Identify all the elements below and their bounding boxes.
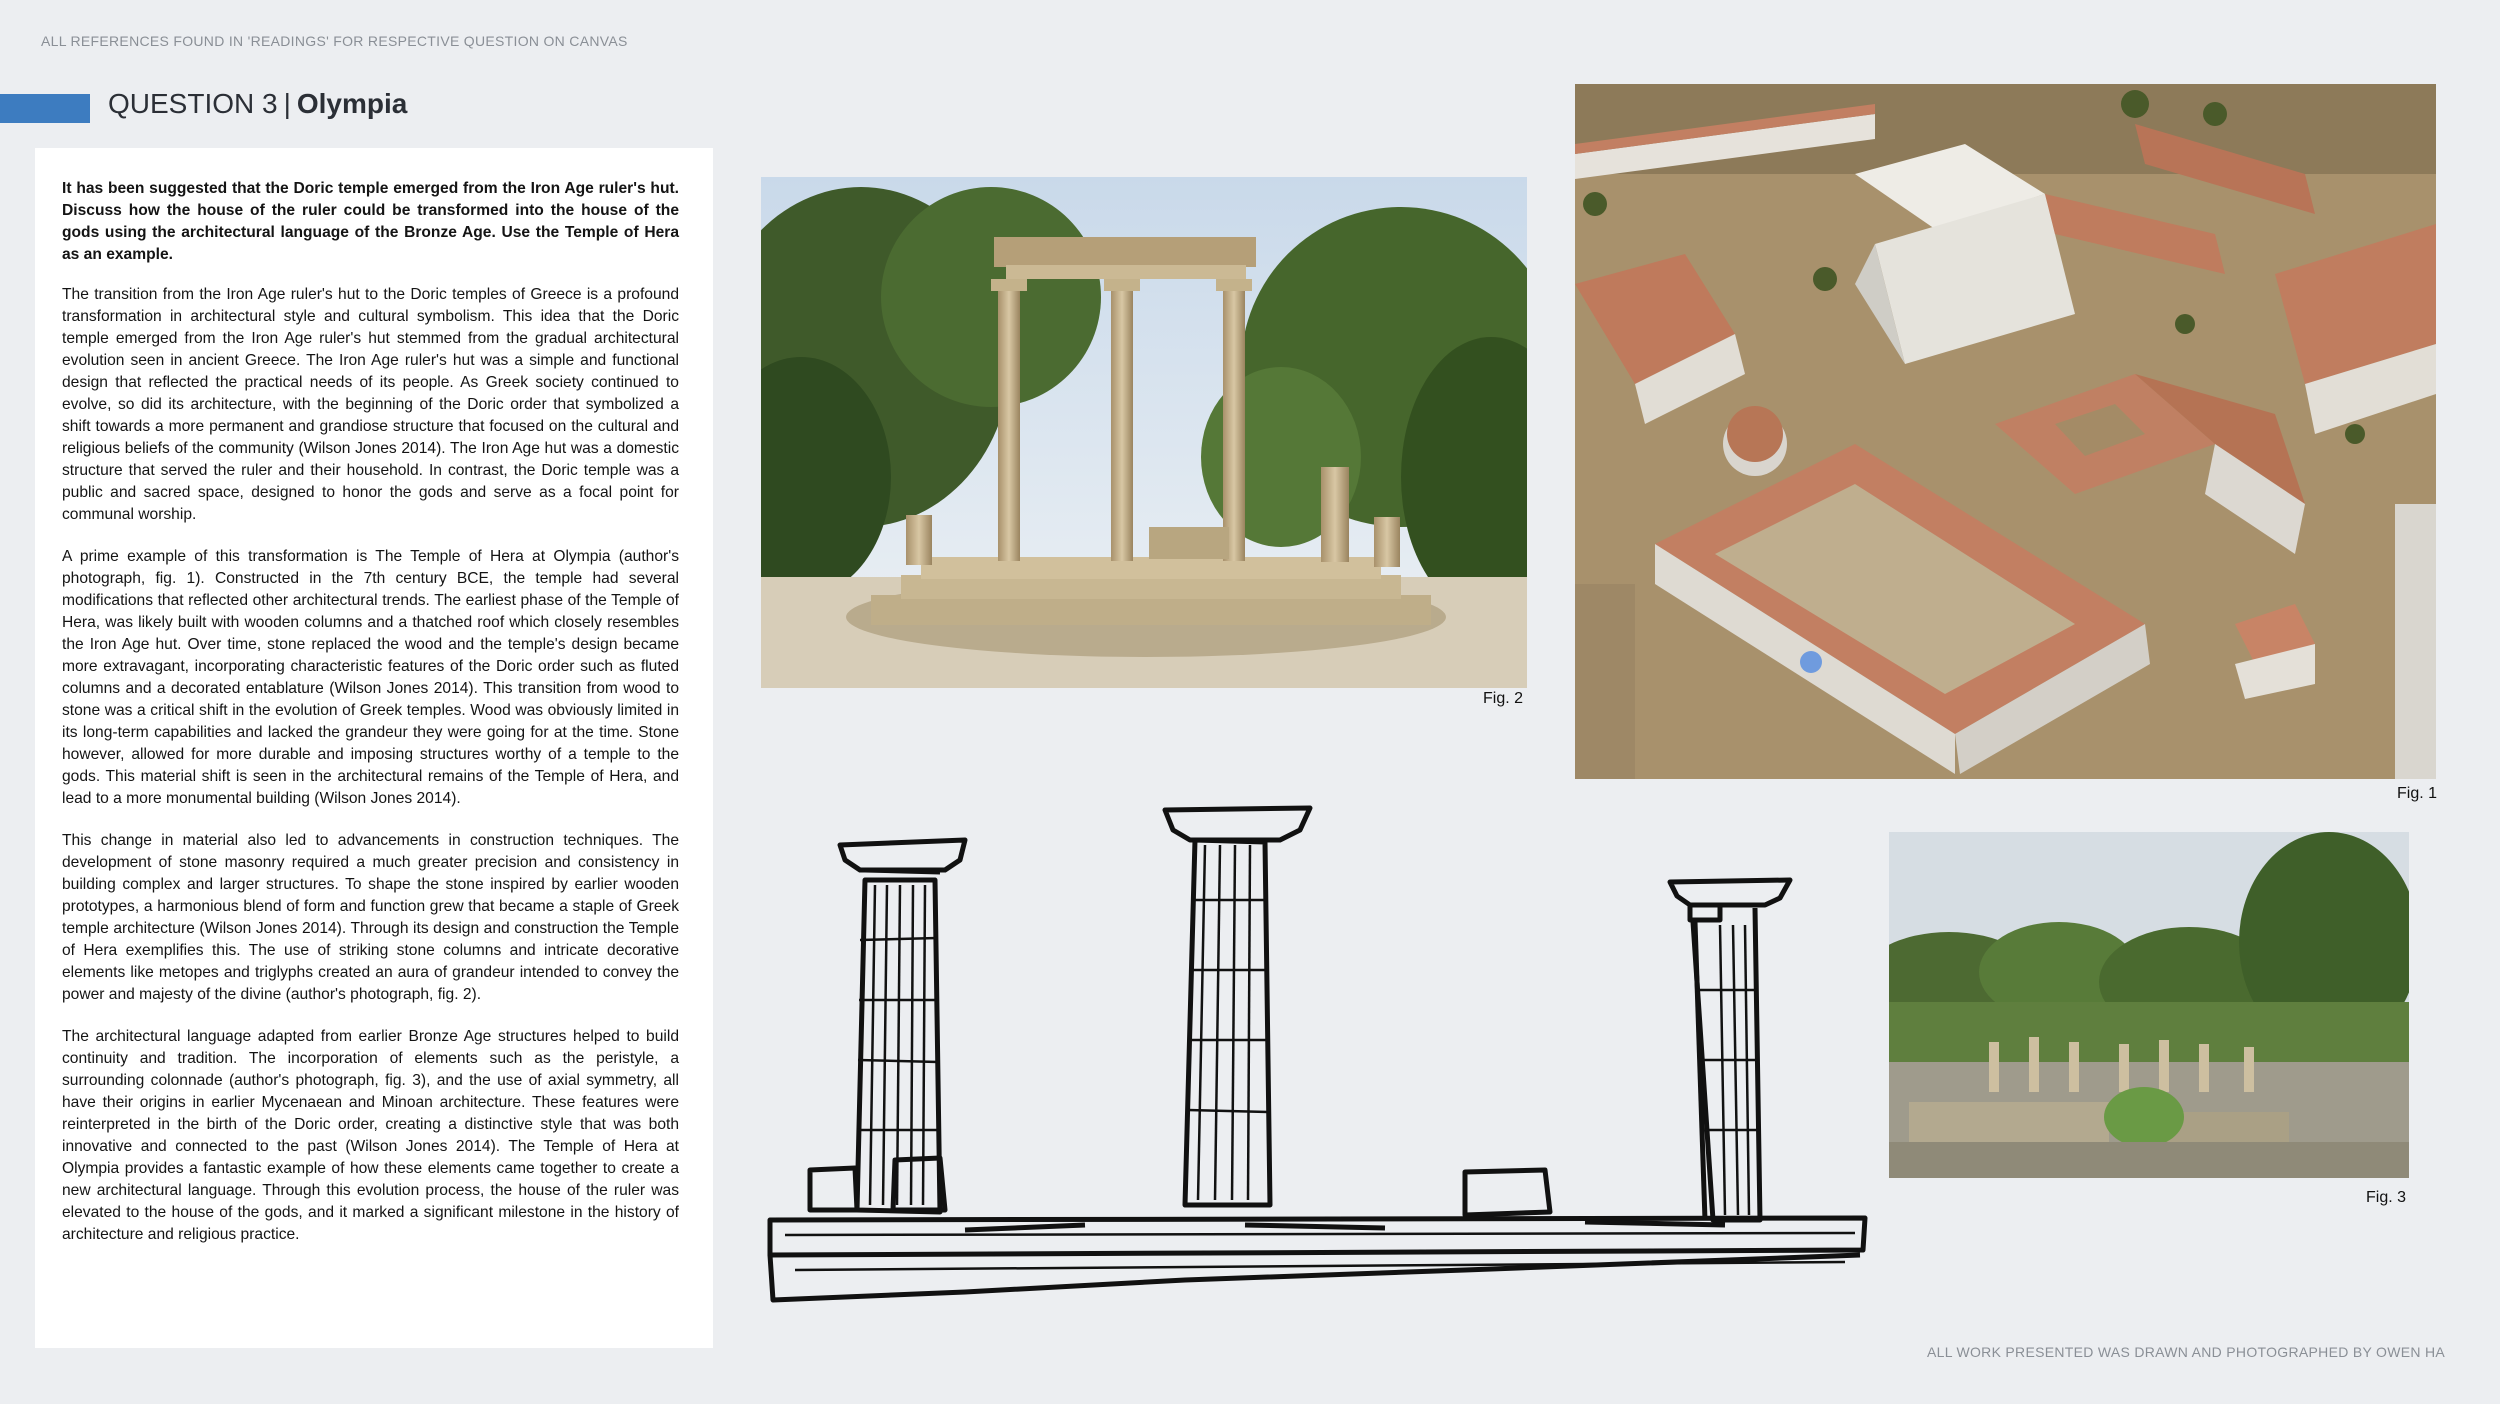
- philippeion-photo-icon: [761, 177, 1527, 688]
- figure-3-caption: Fig. 3: [2366, 1189, 2407, 1206]
- essay-paragraph-1: The transition from the Iron Age ruler's hut to the Doric temples of Greece is a profound transformation in architectural style and cultural symbolism. This idea that the Doric temple emerged from the Iron Age ruler's hut stemmed from the gradual architectural evolution seen in ancient Greece. The Iron Age ruler's hut was a simple and functional design that reflected the practical needs of its people. As Greek society continued to evolve, so did its architecture, with the beginning of the Doric order that symbolized a shift towards a more permanent and grandiose structure that focused on the cultural and religious beliefs of the community (Wilson Jones 2014). The Iron Age hut was a domestic structure that served the ruler and their household. In contrast, the Doric temple was a public and sacred space, designed to honor the gods and serve as a focal point for communal worship.: [62, 286, 679, 523]
- olympia-model-photo-icon: [1575, 84, 2436, 779]
- credit-note: ALL WORK PRESENTED WAS DRAWN AND PHOTOGRAPHED BY OWEN HA: [1927, 1344, 2446, 1360]
- figure-1-photo: [1575, 84, 2436, 779]
- page-title: [108, 88, 407, 120]
- essay-panel: [35, 148, 713, 1348]
- essay-question: It has been suggested that the Doric temple emerged from the Iron Age ruler's hut. Discuss how the house of the ruler could be transformed into the house of the gods using the architectural language of the Bronze Age. Use the Temple of Hera as an example.: [62, 180, 679, 263]
- figure-3-photo: [1889, 832, 2409, 1178]
- question-label: QUESTION 3: [108, 88, 278, 119]
- figure-2-caption: Fig. 2: [1483, 690, 1524, 707]
- essay-paragraph-3: This change in material also led to advancements in construction techniques. The development of stone masonry required a much greater precision and consistency in building complex and larger structures. To shape the stone inspired by earlier wooden prototypes, a harmonious blend of form and function grew that became a staple of Greek temple architecture (Wilson Jones 2014). Through its design and construction the Temple of Hera exemplifies this. The use of striking stone columns and intricate decorative elements like metopes and triglyphs created an aura of grandeur intended to convey the power and majesty of the divine (author's photograph, fig. 2).: [62, 832, 679, 1003]
- column-ruins-sketch-icon: [765, 800, 1870, 1320]
- figure-2-photo: [761, 177, 1527, 688]
- topic-title: Olympia: [296, 88, 408, 119]
- palaestra-ruins-photo-icon: [1889, 832, 2409, 1178]
- title-accent-bar: [0, 94, 90, 123]
- references-note: ALL REFERENCES FOUND IN 'READINGS' FOR RESPECTIVE QUESTION ON CANVAS: [41, 33, 628, 49]
- title-separator: |: [283, 88, 291, 119]
- column-ruins-sketch: [765, 800, 1870, 1320]
- essay-paragraph-2: A prime example of this transformation is The Temple of Hera at Olympia (author's photograph, fig. 1). Constructed in the 7th century BCE, the temple had several modifications that reflected other architectural trends. The earliest phase of the Temple of Hera, was likely built with wooden columns and a thatched roof which closely resembles the Iron Age hut. Over time, stone replaced the wood and the temple's design became more extravagant, incorporating characteristic features of the Doric order such as fluted columns and a decorated entablature (Wilson Jones 2014). This transition from wood to stone was a critical shift in the evolution of Greek temples. Wood was obviously limited in its long-term capabilities and lacked the grandeur they were going for at the time. Stone however, allowed for more durable and imposing structures worthy of a temple to the gods. This material shift is seen in the architectural remains of the Temple of Hera, and lead to a more monumental building (Wilson Jones 2014).: [62, 548, 679, 807]
- essay-paragraph-4: The architectural language adapted from earlier Bronze Age structures helped to build continuity and tradition. The incorporation of elements such as the peristyle, a surrounding colonnade (author's photograph, fig. 3), and the use of axial symmetry, all have their origins in earlier Mycenaean and Minoan architecture. These features were reinterpreted in the birth of the Doric order, creating a distinctive style that was both innovative and connected to the past (Wilson Jones 2014). The Temple of Hera at Olympia provides a fantastic example of how these elements came together to create a new architectural language. Through this evolution process, the house of the ruler was elevated to the house of the gods, and it marked a significant milestone in the history of architecture and religious practice.: [62, 1028, 679, 1243]
- figure-1-caption: Fig. 1: [2397, 785, 2438, 802]
